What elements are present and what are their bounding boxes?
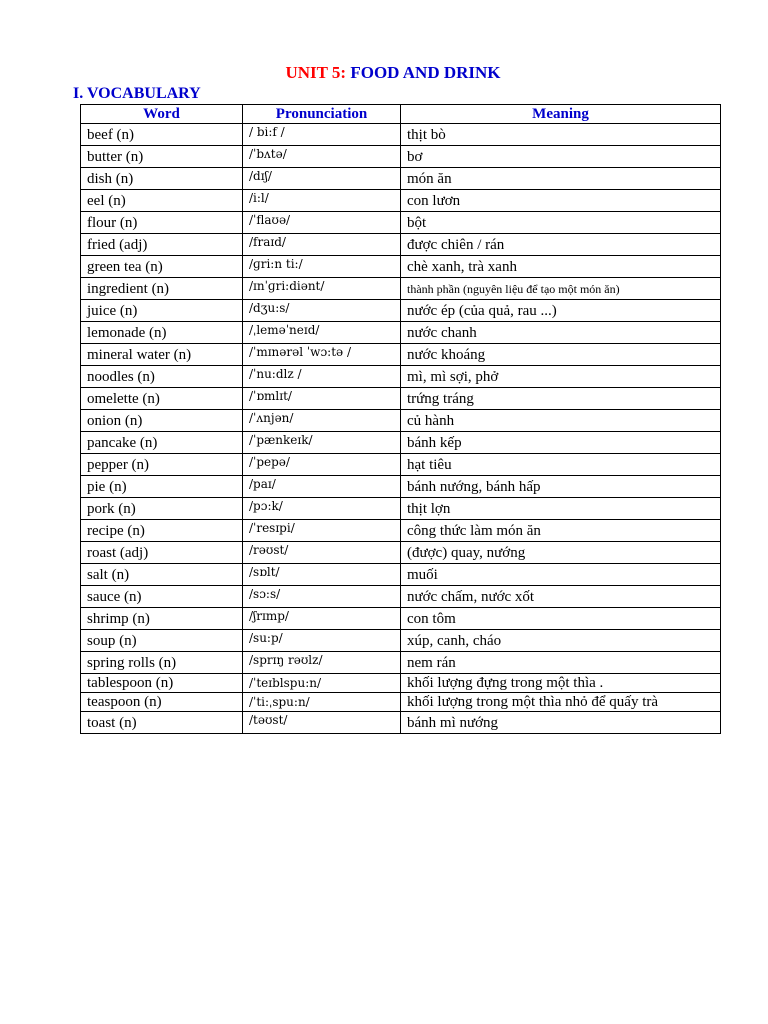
section-heading: I. VOCABULARY xyxy=(73,85,201,102)
cell-meaning: nước chanh xyxy=(401,322,721,344)
cell-meaning: hạt tiêu xyxy=(401,454,721,476)
cell-word: butter (n) xyxy=(81,146,243,168)
cell-meaning: thành phần (nguyên liệu để tạo một món ăn) xyxy=(401,278,721,300)
table-row xyxy=(81,190,721,212)
cell-pronunciation: /ˈresɪpi/ xyxy=(243,520,401,542)
column-header-meaning: Meaning xyxy=(401,105,721,124)
cell-meaning: con tôm xyxy=(401,608,721,630)
cell-pronunciation: /ɪnˈɡri:diənt/ xyxy=(243,278,401,300)
table-row xyxy=(81,124,721,146)
table-row xyxy=(81,432,721,454)
table-row xyxy=(81,542,721,564)
vocabulary-table xyxy=(80,104,721,734)
cell-meaning: khối lượng trong một thìa nhỏ để quấy trà xyxy=(401,693,721,712)
cell-word: toast (n) xyxy=(81,712,243,734)
unit-number: UNIT 5: xyxy=(285,63,347,82)
cell-pronunciation: /i:l/ xyxy=(243,190,401,212)
cell-word: teaspoon (n) xyxy=(81,693,243,712)
table-row xyxy=(81,564,721,586)
cell-meaning: công thức làm món ăn xyxy=(401,520,721,542)
cell-meaning: chè xanh, trà xanh xyxy=(401,256,721,278)
cell-word: dish (n) xyxy=(81,168,243,190)
cell-word: mineral water (n) xyxy=(81,344,243,366)
table-row xyxy=(81,344,721,366)
cell-pronunciation: /ˈpænkeɪk/ xyxy=(243,432,401,454)
cell-meaning: muối xyxy=(401,564,721,586)
table-row xyxy=(81,234,721,256)
cell-word: pancake (n) xyxy=(81,432,243,454)
cell-meaning: con lươn xyxy=(401,190,721,212)
table-header-row xyxy=(81,105,721,124)
column-header-word: Word xyxy=(81,105,243,124)
cell-pronunciation: /ˈbʌtə/ xyxy=(243,146,401,168)
cell-word: tablespoon (n) xyxy=(81,674,243,693)
cell-pronunciation: /ˈʌnjən/ xyxy=(243,410,401,432)
cell-pronunciation: /ˌleməˈneɪd/ xyxy=(243,322,401,344)
cell-meaning: bánh kếp xyxy=(401,432,721,454)
table-row xyxy=(81,608,721,630)
cell-pronunciation: /ɡri:n ti:/ xyxy=(243,256,401,278)
cell-pronunciation: /ˈpepə/ xyxy=(243,454,401,476)
cell-meaning: (được) quay, nướng xyxy=(401,542,721,564)
table-row xyxy=(81,652,721,674)
cell-meaning: xúp, canh, cháo xyxy=(401,630,721,652)
table-row xyxy=(81,388,721,410)
table-row xyxy=(81,674,721,693)
table-row xyxy=(81,366,721,388)
cell-pronunciation: /su:p/ xyxy=(243,630,401,652)
unit-name: FOOD AND DRINK xyxy=(350,63,501,82)
cell-pronunciation: /sɒlt/ xyxy=(243,564,401,586)
cell-pronunciation: /pɔ:k/ xyxy=(243,498,401,520)
cell-word: omelette (n) xyxy=(81,388,243,410)
cell-pronunciation: /təʊst/ xyxy=(243,712,401,734)
table-row xyxy=(81,146,721,168)
table-row xyxy=(81,476,721,498)
cell-pronunciation: /sɔ:s/ xyxy=(243,586,401,608)
cell-meaning: củ hành xyxy=(401,410,721,432)
table-row xyxy=(81,410,721,432)
column-header-pronunciation: Pronunciation xyxy=(243,105,401,124)
table-row xyxy=(81,630,721,652)
cell-pronunciation: /ˈmɪnərəl ˈwɔ:tə / xyxy=(243,344,401,366)
cell-word: recipe (n) xyxy=(81,520,243,542)
cell-word: ingredient (n) xyxy=(81,278,243,300)
cell-pronunciation: /paɪ/ xyxy=(243,476,401,498)
cell-pronunciation: /dʒu:s/ xyxy=(243,300,401,322)
cell-pronunciation: /fraɪd/ xyxy=(243,234,401,256)
cell-meaning: bánh nướng, bánh hấp xyxy=(401,476,721,498)
cell-pronunciation: /rəʊst/ xyxy=(243,542,401,564)
cell-word: soup (n) xyxy=(81,630,243,652)
cell-pronunciation: / bi:f / xyxy=(243,124,401,146)
cell-meaning: món ăn xyxy=(401,168,721,190)
cell-word: roast (adj) xyxy=(81,542,243,564)
cell-word: eel (n) xyxy=(81,190,243,212)
cell-word: flour (n) xyxy=(81,212,243,234)
cell-meaning: bơ xyxy=(401,146,721,168)
cell-word: onion (n) xyxy=(81,410,243,432)
cell-meaning: được chiên / rán xyxy=(401,234,721,256)
cell-meaning: nước ép (của quả, rau ...) xyxy=(401,300,721,322)
table-row xyxy=(81,168,721,190)
cell-meaning: nước chấm, nước xốt xyxy=(401,586,721,608)
cell-meaning: thịt bò xyxy=(401,124,721,146)
table-row xyxy=(81,454,721,476)
cell-pronunciation: /ˈflaʊə/ xyxy=(243,212,401,234)
cell-meaning: trứng tráng xyxy=(401,388,721,410)
table-row xyxy=(81,300,721,322)
cell-meaning: khối lượng đựng trong một thìa . xyxy=(401,674,721,693)
cell-word: salt (n) xyxy=(81,564,243,586)
cell-word: beef (n) xyxy=(81,124,243,146)
cell-pronunciation: /dɪʃ/ xyxy=(243,168,401,190)
table-row xyxy=(81,712,721,734)
cell-word: noodles (n) xyxy=(81,366,243,388)
cell-word: fried (adj) xyxy=(81,234,243,256)
table-row xyxy=(81,212,721,234)
cell-word: pie (n) xyxy=(81,476,243,498)
cell-word: lemonade (n) xyxy=(81,322,243,344)
table-row xyxy=(81,520,721,542)
table-body xyxy=(81,124,721,734)
table-row xyxy=(81,256,721,278)
table-row xyxy=(81,586,721,608)
cell-word: sauce (n) xyxy=(81,586,243,608)
cell-word: shrimp (n) xyxy=(81,608,243,630)
cell-word: juice (n) xyxy=(81,300,243,322)
cell-meaning: thịt lợn xyxy=(401,498,721,520)
table-row xyxy=(81,278,721,300)
cell-meaning: bánh mì nướng xyxy=(401,712,721,734)
table-row xyxy=(81,693,721,712)
cell-word: spring rolls (n) xyxy=(81,652,243,674)
cell-pronunciation: /ˈɒmlɪt/ xyxy=(243,388,401,410)
cell-meaning: mì, mì sợi, phở xyxy=(401,366,721,388)
table-row xyxy=(81,322,721,344)
cell-pronunciation: /ˈti:ˌspu:n/ xyxy=(243,693,401,712)
cell-word: green tea (n) xyxy=(81,256,243,278)
cell-meaning: bột xyxy=(401,212,721,234)
cell-meaning: nước khoáng xyxy=(401,344,721,366)
cell-pronunciation: /ˈteɪblspu:n/ xyxy=(243,674,401,693)
table-row xyxy=(81,498,721,520)
cell-word: pork (n) xyxy=(81,498,243,520)
cell-pronunciation: /sprɪŋ rəʊlz/ xyxy=(243,652,401,674)
cell-pronunciation: /ˈnu:dlz / xyxy=(243,366,401,388)
cell-meaning: nem rán xyxy=(401,652,721,674)
cell-word: pepper (n) xyxy=(81,454,243,476)
unit-title xyxy=(0,62,768,84)
cell-pronunciation: /ʃrɪmp/ xyxy=(243,608,401,630)
